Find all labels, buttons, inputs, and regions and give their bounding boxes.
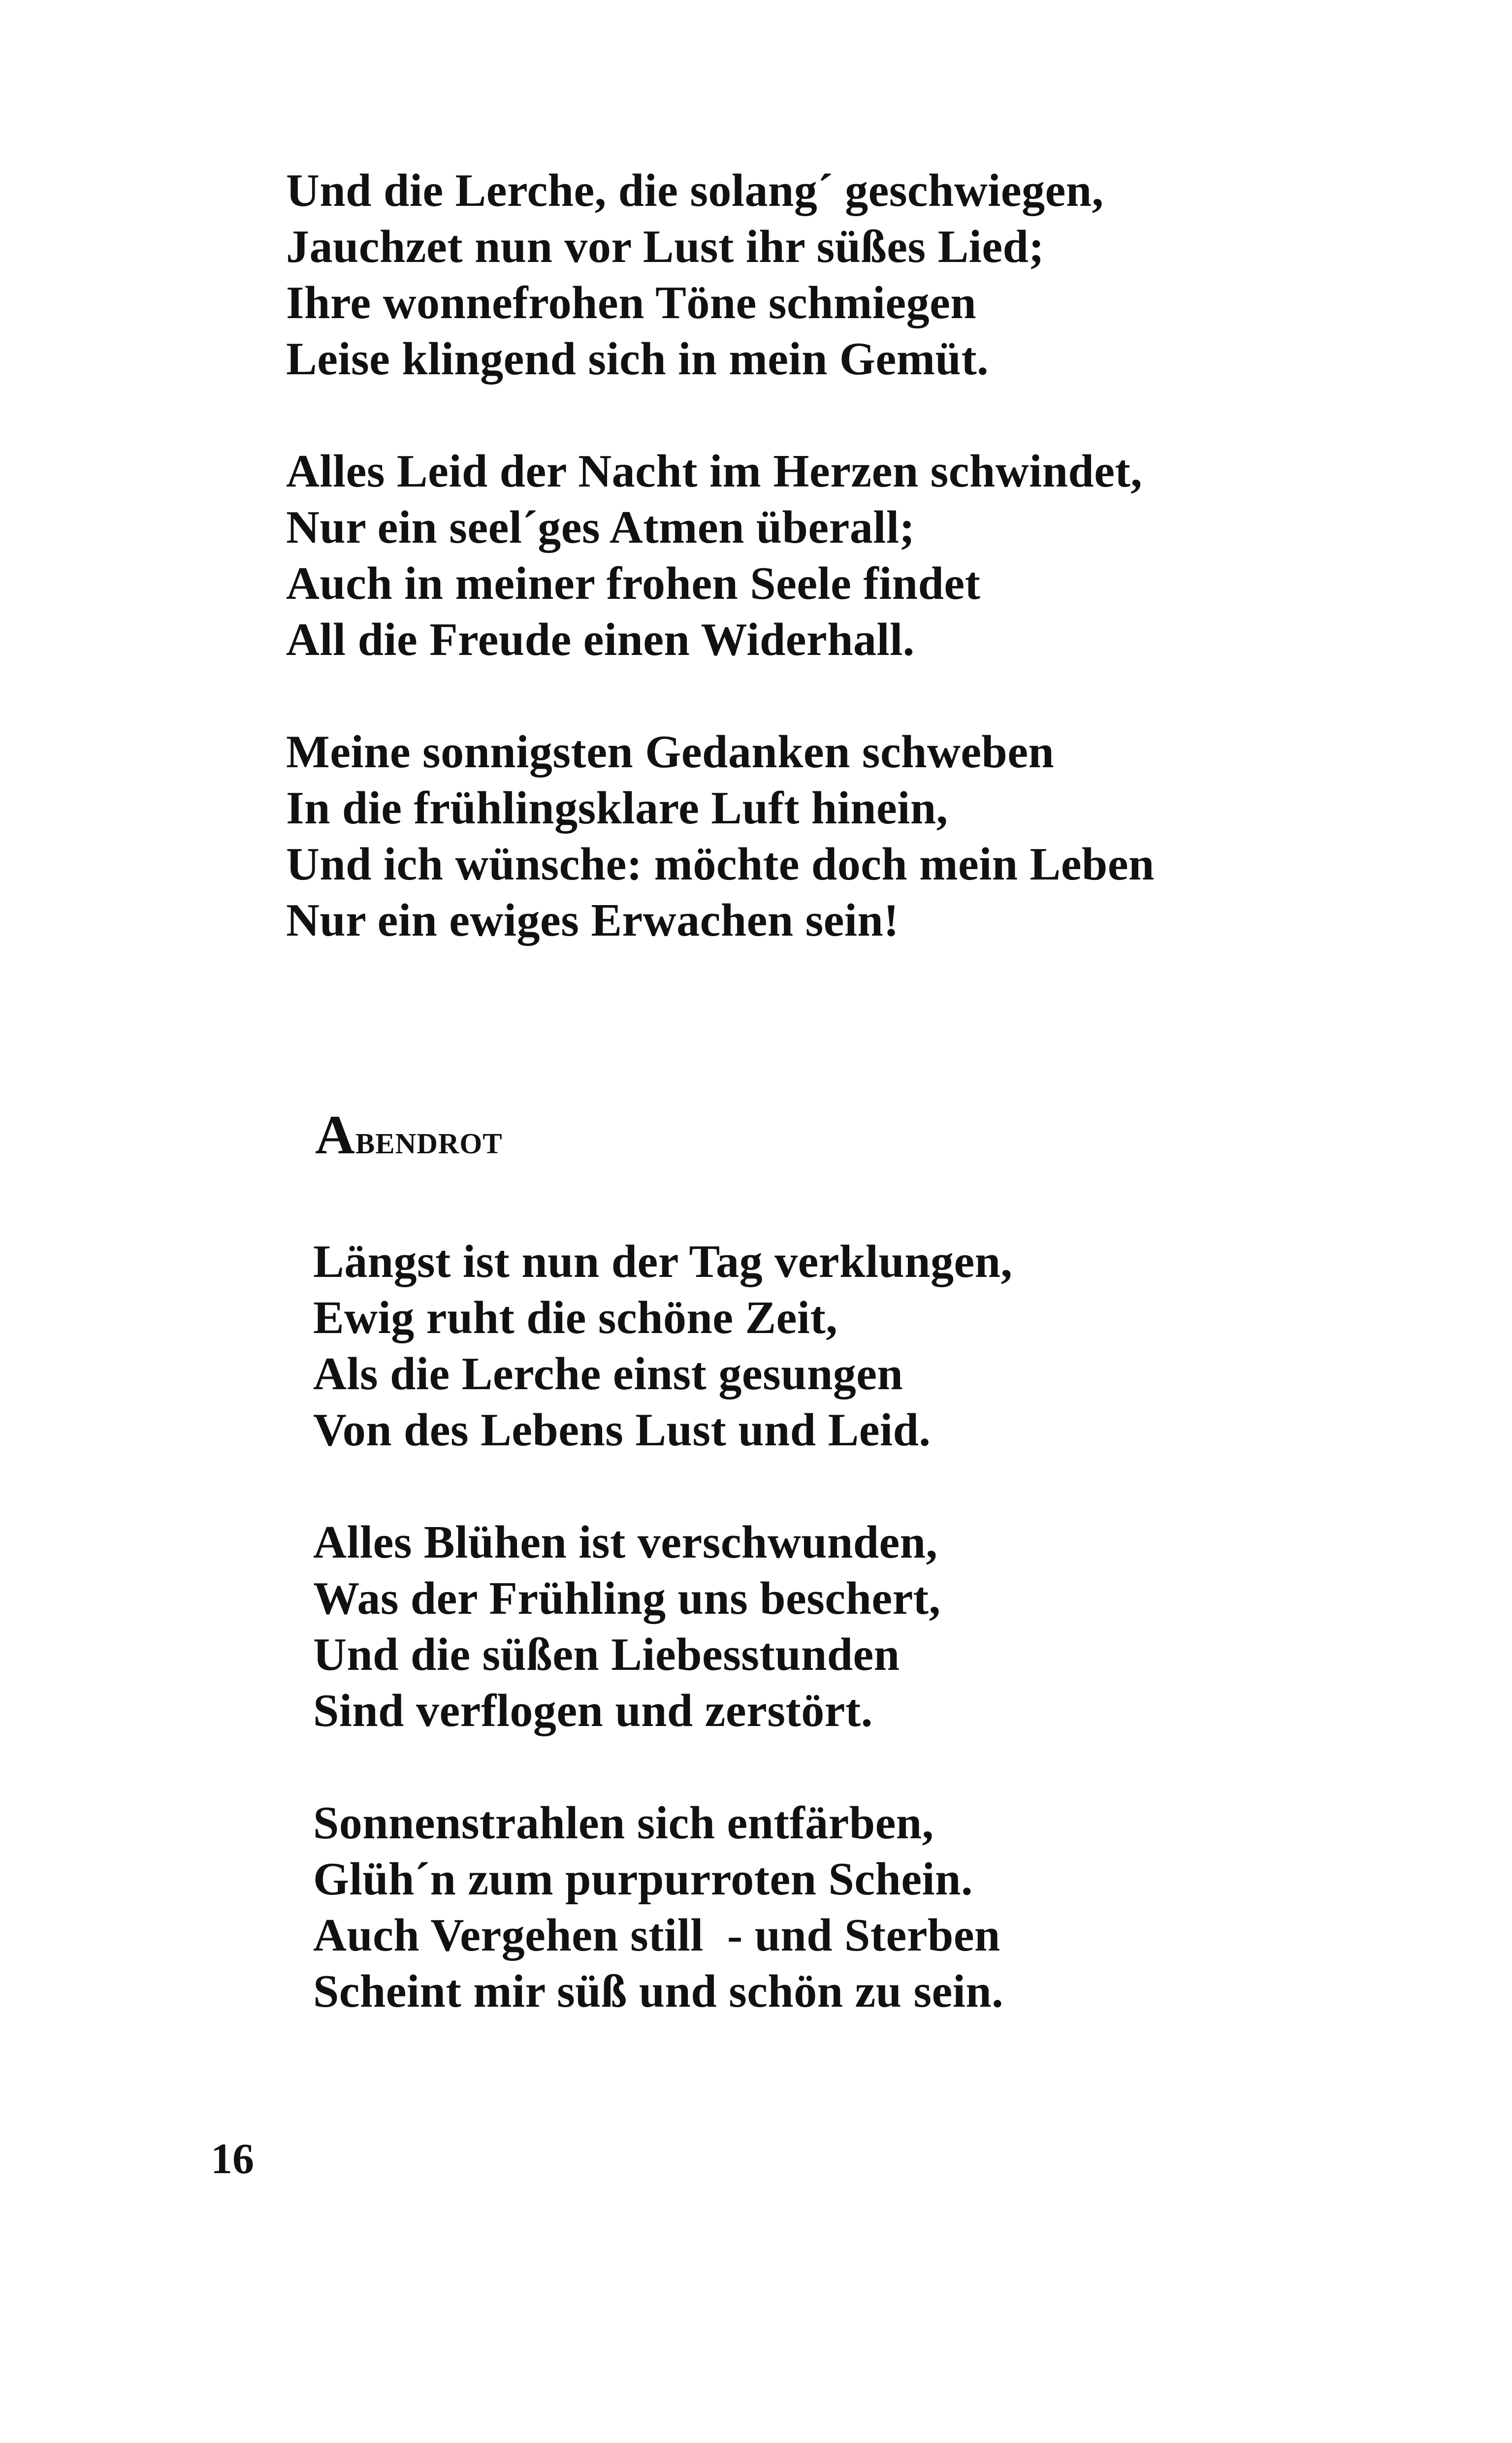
verse-line: Und die Lerche, die solang´ geschwiegen, bbox=[286, 165, 1104, 216]
verse-line: In die frühlingsklare Luft hinein, bbox=[286, 782, 948, 834]
poem2-stanza-2 bbox=[313, 1514, 941, 1739]
poem-title-rest: bendrot bbox=[355, 1117, 503, 1163]
verse-line: All die Freude einen Widerhall. bbox=[286, 614, 915, 665]
verse-line: Was der Frühling uns beschert, bbox=[313, 1573, 941, 1624]
verse-line: Alles Blühen ist verschwunden, bbox=[313, 1517, 938, 1568]
poem1-stanza-3 bbox=[286, 724, 1155, 948]
verse-line: Nur ein seel´ges Atmen überall; bbox=[286, 502, 915, 553]
verse-line: Glüh´n zum purpurroten Schein. bbox=[313, 1854, 973, 1905]
page-number: 16 bbox=[211, 2135, 254, 2183]
poem2-stanza-3 bbox=[313, 1795, 1003, 2020]
verse-line: Längst ist nun der Tag verklungen, bbox=[313, 1236, 1013, 1287]
verse-line: Auch Vergehen still - und Sterben bbox=[313, 1910, 1000, 1961]
verse-line: Ihre wonnefrohen Töne schmiegen bbox=[286, 277, 977, 328]
verse-line: Jauchzet nun vor Lust ihr süßes Lied; bbox=[286, 221, 1045, 272]
verse-line: Meine sonnigsten Gedanken schweben bbox=[286, 726, 1055, 778]
poem-title-initial: A bbox=[315, 1105, 355, 1166]
verse-line: Leise klingend sich in mein Gemüt. bbox=[286, 333, 989, 385]
verse-line: Alles Leid der Nacht im Herzen schwindet, bbox=[286, 446, 1143, 497]
verse-line: Sonnenstrahlen sich entfärben, bbox=[313, 1797, 934, 1849]
poem2-stanza-1 bbox=[313, 1234, 1012, 1458]
verse-line: Scheint mir süß und schön zu sein. bbox=[313, 1966, 1004, 2017]
verse-line: Sind verflogen und zerstört. bbox=[313, 1685, 873, 1736]
verse-line: Als die Lerche einst gesungen bbox=[313, 1348, 903, 1400]
verse-line: Ewig ruht die schöne Zeit, bbox=[313, 1292, 838, 1343]
verse-line: Nur ein ewiges Erwachen sein! bbox=[286, 895, 900, 946]
poem-title bbox=[315, 1105, 503, 1167]
poem1-stanza-1 bbox=[286, 163, 1104, 387]
poem1-stanza-2 bbox=[286, 443, 1142, 668]
verse-line: Auch in meiner frohen Seele findet bbox=[286, 558, 981, 609]
verse-line: Und die süßen Liebesstunden bbox=[313, 1629, 900, 1680]
verse-line: Von des Lebens Lust und Leid. bbox=[313, 1404, 931, 1456]
verse-line: Und ich wünsche: möchte doch mein Leben bbox=[286, 839, 1155, 890]
